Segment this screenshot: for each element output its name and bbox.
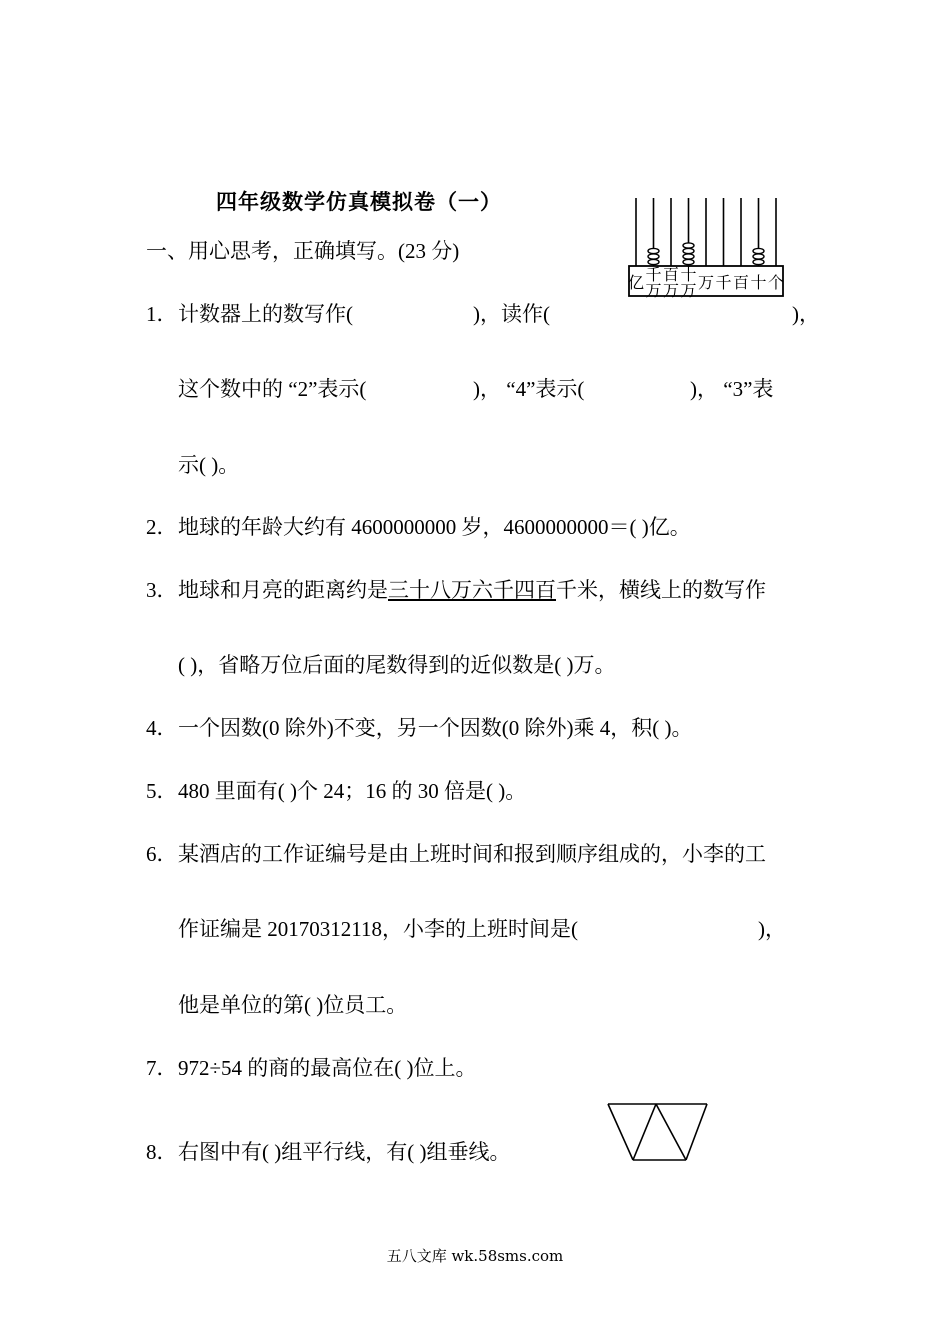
- abacus-bead: [753, 259, 764, 264]
- q1-line2-b: )， “4”表示(: [473, 377, 585, 401]
- abacus-figure: [628, 196, 786, 306]
- q5-number: 5．: [146, 779, 178, 803]
- q1-line1-c: )，: [792, 302, 820, 326]
- trapezoid-figure: [606, 1102, 710, 1164]
- q4-text: 一个因数(0 除外)不变，另一个因数(0 除外)乘 4，积( )。: [178, 716, 693, 740]
- q6-line2-a: 作证编是 20170312118，小李的上班时间是(: [178, 917, 578, 941]
- q1-line3: 示( )。: [178, 453, 240, 477]
- abacus-label: 万: [697, 275, 715, 292]
- abacus-label: 万: [662, 283, 680, 300]
- abacus-bead: [753, 248, 764, 253]
- inner-edge-2: [656, 1104, 686, 1160]
- abacus-label: 千: [645, 267, 662, 284]
- abacus-label: 十: [750, 275, 767, 292]
- inner-edge-1: [633, 1104, 656, 1160]
- q8-number: 8．: [146, 1140, 178, 1164]
- abacus-label: 亿: [628, 275, 645, 292]
- abacus-label: 千: [715, 275, 732, 292]
- q6-line1: 某酒店的工作证编号是由上班时间和报到顺序组成的，小李的工: [178, 842, 766, 866]
- abacus-label: 万: [645, 283, 662, 300]
- page-title: 四年级数学仿真模拟卷（一）: [216, 190, 502, 214]
- q1-line1-b: )，读作(: [473, 302, 550, 326]
- q1-line1-a: 计数器上的数写作(: [178, 302, 353, 326]
- abacus-bead: [753, 254, 764, 259]
- q7-number: 7．: [146, 1056, 178, 1080]
- abacus-bead: [648, 259, 659, 264]
- q6-line2-b: )，: [758, 917, 786, 941]
- abacus-bead: [683, 259, 694, 264]
- abacus-label: 万: [680, 283, 697, 300]
- abacus-label: 十: [680, 267, 697, 284]
- q8-text: 右图中有( )组平行线，有( )组垂线。: [178, 1140, 511, 1164]
- q3-line1: [178, 577, 766, 603]
- q1-line2-c: )， “3”表: [690, 377, 774, 401]
- q2-number: 2．: [146, 515, 178, 539]
- q7-text: 972÷54 的商的最高位在( )位上。: [178, 1056, 477, 1080]
- abacus-label: 个: [767, 275, 785, 292]
- q3-number: 3．: [146, 578, 178, 602]
- right-edge: [686, 1104, 707, 1160]
- q6-line3: 他是单位的第( )位员工。: [178, 993, 408, 1017]
- abacus-bead: [683, 254, 694, 259]
- abacus-bead: [683, 243, 694, 248]
- q5-text: 480 里面有( )个 24；16 的 30 倍是( )。: [178, 779, 527, 803]
- abacus-bead: [683, 248, 694, 253]
- q6-number: 6．: [146, 842, 178, 866]
- abacus-bead: [648, 254, 659, 259]
- q3-text-b: 千米，横线上的数写作: [556, 578, 766, 602]
- q3-line2: ( )，省略万位后面的尾数得到的近似数是( )万。: [178, 653, 616, 677]
- q2-text: 地球的年龄大约有 4600000000 岁，4600000000＝( )亿。: [178, 515, 691, 539]
- q1-line2-a: 这个数中的 “2”表示(: [178, 377, 367, 401]
- left-edge: [608, 1104, 633, 1160]
- q3-underlined-number: 三十八万六千四百: [388, 578, 556, 602]
- q4-number: 4．: [146, 716, 178, 740]
- section-heading: 一、用心思考，正确填写。(23 分): [146, 239, 460, 263]
- abacus-label: 百: [662, 267, 680, 284]
- footer-watermark: 五八文库 wk.58sms.com: [386, 1247, 564, 1265]
- abacus-bead: [648, 248, 659, 253]
- q3-text-a: 地球和月亮的距离约是: [178, 578, 388, 602]
- abacus-label: 百: [732, 275, 750, 292]
- q1-number: 1．: [146, 302, 178, 326]
